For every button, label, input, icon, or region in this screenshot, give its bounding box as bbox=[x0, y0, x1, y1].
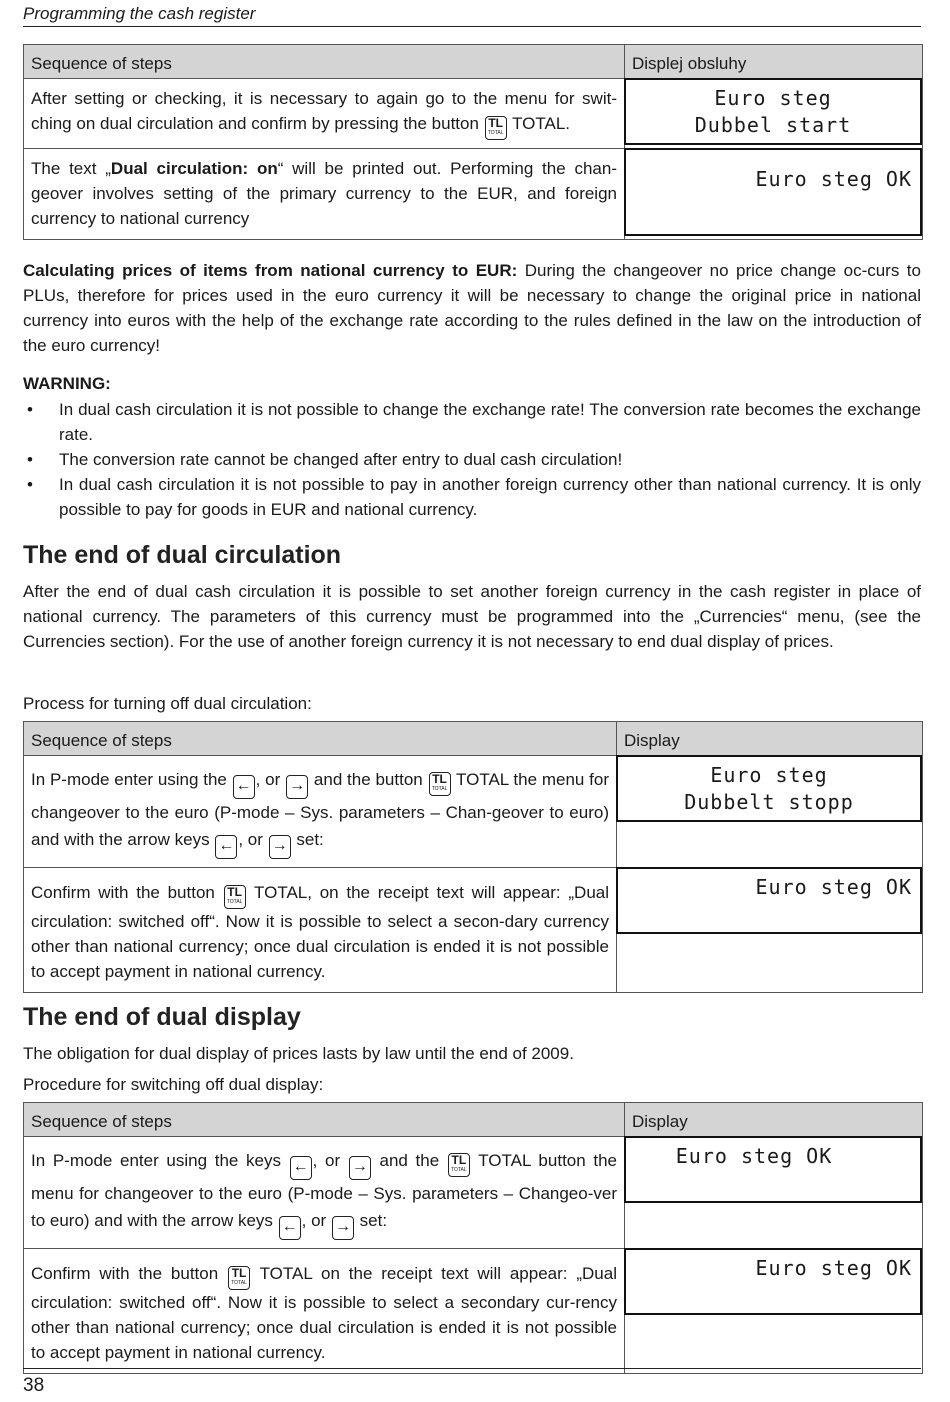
col-steps-header: Sequence of steps bbox=[24, 1103, 625, 1137]
step-row: In P-mode enter using the keys ← , or → and the TL TOTAL TOTAL button the menu for changeover to the euro (P-mode – Sys. parameters – Changeo-ver to euro) and with the arrow keys ← , or → set: bbox=[24, 1137, 625, 1249]
col-display-header: Displej obsluhy bbox=[625, 45, 923, 79]
printed-text: Dual circulation: on bbox=[110, 159, 278, 178]
display-cell bbox=[625, 1249, 923, 1374]
step-row: The text „Dual circulation: on“ will be printed out. Performing the chan-geover involves setting of the primary currency to the EUR, and foreign currency to national currency bbox=[24, 149, 625, 240]
right-arrow-key-icon: → bbox=[269, 835, 291, 859]
col-display-header: Display bbox=[617, 722, 923, 756]
section-paragraph: After the end of dual cash circulation it is possible to set another foreign currency in the cash register in place of national currency. The parameters of this currency must be programmed into the „Currencies“ menu, (see the Currencies section). For the use of another foreign currency it is not necessary to end dual display of prices. bbox=[23, 582, 921, 651]
right-arrow-key-icon: → bbox=[349, 1156, 371, 1180]
col-display-header: Display bbox=[625, 1103, 923, 1137]
lcd-display: Euro steg OK bbox=[616, 867, 922, 934]
procedure-label: Procedure for switching off dual display: bbox=[23, 1075, 324, 1094]
warning-title: WARNING: bbox=[23, 374, 111, 393]
lcd-display: Euro steg OK bbox=[624, 1248, 922, 1315]
list-item: • The conversion rate cannot be changed after entry to dual cash circulation! bbox=[23, 447, 921, 472]
tl-total-key-icon: TL TOTAL bbox=[429, 772, 451, 796]
step-row: In P-mode enter using the ← , or → and the button TL TOTAL TOTAL the menu for changeover to the euro (P-mode – Sys. parameters – Chan-geover to euro) and with the arrow keys ← , or → set: bbox=[24, 756, 617, 868]
section-title-end-dual-display: The end of dual display bbox=[23, 1003, 301, 1031]
list-item: • In dual cash circulation it is not possible to change the exchange rate! The conversion rate becomes the exchange rate. bbox=[23, 397, 921, 447]
step-text: After setting or checking, it is necessary to again go to the menu for swit-ching on dual circulation and confirm by pressing the button bbox=[31, 89, 617, 133]
left-arrow-key-icon: ← bbox=[290, 1156, 312, 1180]
calc-paragraph: Calculating prices of items from national currency to EUR: During the changeover no price change oc-curs to PLUs, therefore for prices used in the euro currency it will be necessary to change the original price in national currency into euros with the help of the exchange rate according to the rules defined in the law on the introduction of the euro currency! bbox=[23, 261, 921, 355]
section-paragraph: The obligation for dual display of prices lasts by law until the end of 2009. bbox=[23, 1044, 574, 1063]
steps-table-dual-on bbox=[23, 44, 923, 240]
lcd-display: Euro steg Dubbel start bbox=[624, 78, 922, 145]
tl-total-key-icon: TL TOTAL bbox=[224, 885, 246, 909]
display-cell bbox=[625, 149, 923, 240]
footer-divider bbox=[23, 1368, 921, 1369]
section-title-end-dual-circulation: The end of dual circulation bbox=[23, 541, 342, 569]
right-arrow-key-icon: → bbox=[332, 1216, 354, 1240]
warning-list bbox=[23, 397, 921, 522]
page-number: 38 bbox=[23, 1375, 45, 1396]
process-label: Process for turning off dual circulation: bbox=[23, 694, 312, 713]
display-cell bbox=[625, 1137, 923, 1249]
lcd-display: Euro steg OK bbox=[624, 148, 922, 236]
page-header bbox=[23, 4, 921, 27]
col-steps-header: Sequence of steps bbox=[24, 722, 617, 756]
steps-table-display-off bbox=[23, 1102, 923, 1374]
col-steps-header: Sequence of steps bbox=[24, 45, 625, 79]
right-arrow-key-icon: → bbox=[286, 775, 308, 799]
step-row bbox=[24, 79, 625, 149]
left-arrow-key-icon: ← bbox=[215, 835, 237, 859]
lcd-display: Euro steg OK bbox=[624, 1136, 922, 1203]
left-arrow-key-icon: ← bbox=[233, 775, 255, 799]
header-title: Programming the cash register bbox=[23, 4, 256, 23]
display-cell bbox=[617, 756, 923, 868]
lcd-display: Euro steg Dubbelt stopp bbox=[616, 755, 922, 822]
tl-total-key-icon: TL TOTAL bbox=[448, 1153, 470, 1177]
step-row: Confirm with the button TL TOTAL TOTAL, on the receipt text will appear: „Dual circulation: switched off“. Now it is possible to select a secon-dary currency other than national currency; once dual circulation is ended it is not possible to accept payment in national currency. bbox=[24, 868, 617, 993]
left-arrow-key-icon: ← bbox=[279, 1216, 301, 1240]
display-cell bbox=[617, 868, 923, 993]
steps-table-circulation-off bbox=[23, 721, 923, 993]
tl-total-key-icon: TL TOTAL bbox=[485, 116, 507, 140]
step-text: TOTAL. bbox=[512, 114, 571, 133]
tl-total-key-icon: TL TOTAL bbox=[228, 1266, 250, 1290]
list-item: • In dual cash circulation it is not possible to pay in another foreign currency other than national currency. It is only possible to pay for goods in EUR and national currency. bbox=[23, 472, 921, 522]
display-cell bbox=[625, 79, 923, 149]
step-row: Confirm with the button TL TOTAL TOTAL on the receipt text will appear: „Dual circulation: switched off“. Now it is possible to select a secondary cur-rency other than national currency; once dual circulation is ended it is not possible to accept payment in national currency. bbox=[24, 1249, 625, 1374]
